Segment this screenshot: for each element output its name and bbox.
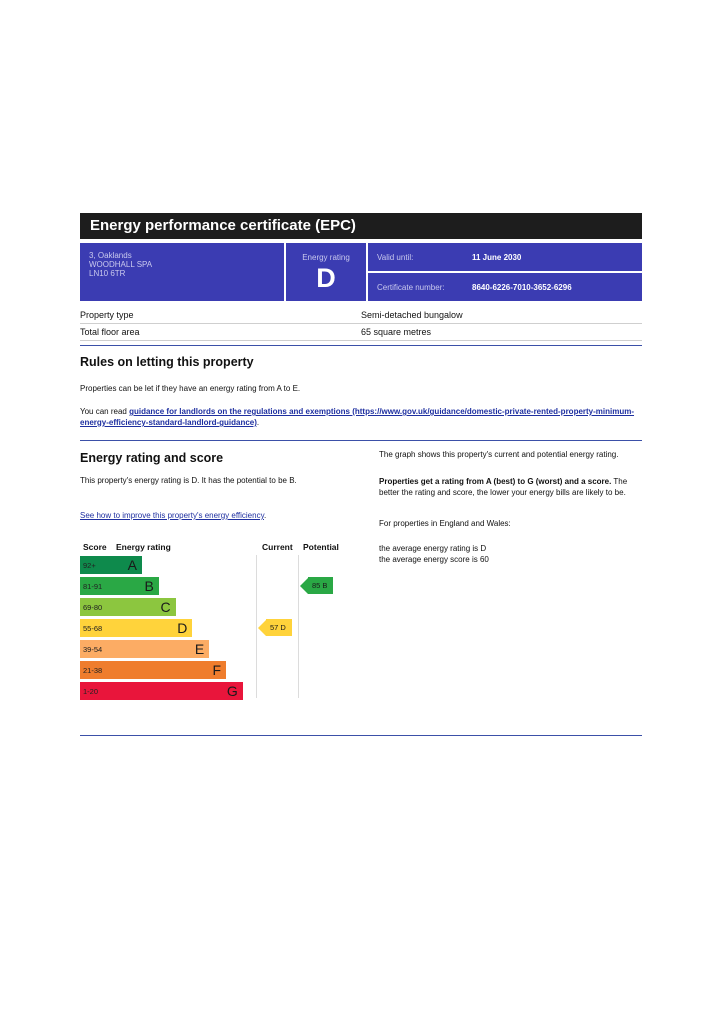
improve-efficiency-link[interactable]: See how to improve this property's energy efficiency bbox=[80, 511, 264, 520]
valid-until-label: Valid until: bbox=[377, 252, 414, 262]
landlord-guidance-link[interactable]: guidance for landlords on the regulations and exemptions (https://www.gov.uk/guidance/domestic-private-rented-property-minimum-energy-efficiency-standard-landlord-guidance) bbox=[80, 407, 635, 427]
guidance-suffix: . bbox=[256, 418, 260, 427]
band-score-range: 69-80 bbox=[83, 603, 103, 612]
band-letter: G bbox=[226, 683, 238, 699]
rating-band-g bbox=[80, 682, 243, 700]
floor-area-label: Total floor area bbox=[80, 327, 140, 337]
chart-header-rating: Energy rating bbox=[116, 542, 171, 552]
rating-band-e bbox=[80, 640, 209, 658]
header-panel bbox=[80, 243, 642, 301]
energy-rating-label: Energy rating bbox=[302, 253, 350, 262]
band-score-range: 1-20 bbox=[83, 687, 99, 696]
energy-rating-letter: D bbox=[316, 263, 336, 293]
divider bbox=[80, 345, 642, 346]
england-wales-note: For properties in England and Wales: bbox=[379, 519, 511, 528]
band-score-range: 39-54 bbox=[83, 645, 103, 654]
letting-rules-section bbox=[80, 355, 642, 428]
property-type-row bbox=[80, 307, 642, 324]
band-letter: A bbox=[127, 557, 137, 573]
certificate-number-label: Certificate number: bbox=[377, 282, 445, 292]
band-letter: C bbox=[160, 599, 171, 615]
address-line: 3, Oaklands bbox=[89, 251, 132, 260]
rating-band-a bbox=[80, 556, 142, 574]
energy-right-column bbox=[361, 449, 642, 702]
chart-header-current: Current bbox=[262, 542, 293, 552]
divider bbox=[80, 735, 642, 736]
energy-rating-box bbox=[286, 243, 366, 301]
energy-rating-chart bbox=[80, 542, 342, 702]
average-rating: the average energy rating is D bbox=[379, 544, 487, 553]
address-line: LN10 6TR bbox=[89, 269, 126, 278]
property-type-label: Property type bbox=[80, 310, 134, 320]
band-letter: B bbox=[144, 578, 154, 594]
band-letter: F bbox=[212, 662, 221, 678]
energy-rating-section bbox=[80, 449, 642, 702]
band-score-range: 21-38 bbox=[83, 666, 103, 675]
graph-explanation: The graph shows this property's current and potential energy rating. bbox=[379, 450, 619, 459]
current-rating-arrow-tip bbox=[258, 620, 266, 636]
certificate-number-row bbox=[368, 273, 642, 301]
guidance-prefix: You can read bbox=[80, 407, 130, 416]
rating-band-c bbox=[80, 598, 176, 616]
band-score-range: 81-91 bbox=[83, 582, 103, 591]
property-type-value: Semi-detached bungalow bbox=[361, 310, 463, 320]
rating-explanation bbox=[379, 476, 642, 498]
valid-until-row bbox=[368, 243, 642, 271]
epc-document bbox=[80, 213, 642, 702]
band-score-range: 92+ bbox=[83, 561, 96, 570]
potential-rating-arrow-tip bbox=[300, 578, 308, 594]
rating-explanation-rest: The better the rating and score, the lower your energy bills are likely to be. bbox=[379, 477, 628, 497]
chart-column-divider bbox=[256, 555, 257, 698]
page-title: Energy performance certificate (EPC) bbox=[80, 213, 642, 239]
average-score: the average energy score is 60 bbox=[379, 555, 489, 564]
potential-rating-arrow-label: 85 B bbox=[308, 577, 333, 594]
certificate-info bbox=[368, 243, 642, 301]
property-details bbox=[80, 307, 642, 341]
address-line: WOODHALL SPA bbox=[89, 260, 153, 269]
chart-header-score: Score bbox=[83, 542, 107, 552]
valid-until-value: 11 June 2030 bbox=[472, 252, 522, 262]
letting-rules-text: Properties can be let if they have an energy rating from A to E. bbox=[80, 384, 301, 393]
certificate-number-value: 8640-6226-7010-3652-6296 bbox=[472, 282, 572, 292]
rating-band-b bbox=[80, 577, 159, 595]
energy-left-column bbox=[80, 449, 361, 702]
floor-area-value: 65 square metres bbox=[361, 327, 432, 337]
letting-guidance-text bbox=[80, 406, 642, 428]
energy-rating-heading: Energy rating and score bbox=[80, 451, 224, 465]
current-rating-arrow-label: 57 D bbox=[266, 619, 292, 636]
chart-column-divider bbox=[298, 555, 299, 698]
rating-band-d bbox=[80, 619, 192, 637]
energy-summary: This property's energy rating is D. It has the potential to be B. bbox=[80, 476, 297, 485]
current-rating-arrow bbox=[258, 619, 292, 636]
rating-explanation-bold: Properties get a rating from A (best) to G (worst) and a score. bbox=[379, 477, 612, 486]
rating-band-f bbox=[80, 661, 226, 679]
address-block bbox=[80, 243, 284, 301]
floor-area-row bbox=[80, 324, 642, 341]
chart-header-potential: Potential bbox=[303, 542, 339, 552]
potential-rating-arrow bbox=[300, 577, 333, 594]
band-letter: E bbox=[194, 641, 205, 657]
band-score-range: 55-68 bbox=[83, 624, 103, 633]
divider bbox=[80, 440, 642, 441]
improve-suffix: . bbox=[264, 511, 267, 520]
band-letter: D bbox=[177, 620, 188, 636]
letting-rules-heading: Rules on letting this property bbox=[80, 355, 254, 369]
